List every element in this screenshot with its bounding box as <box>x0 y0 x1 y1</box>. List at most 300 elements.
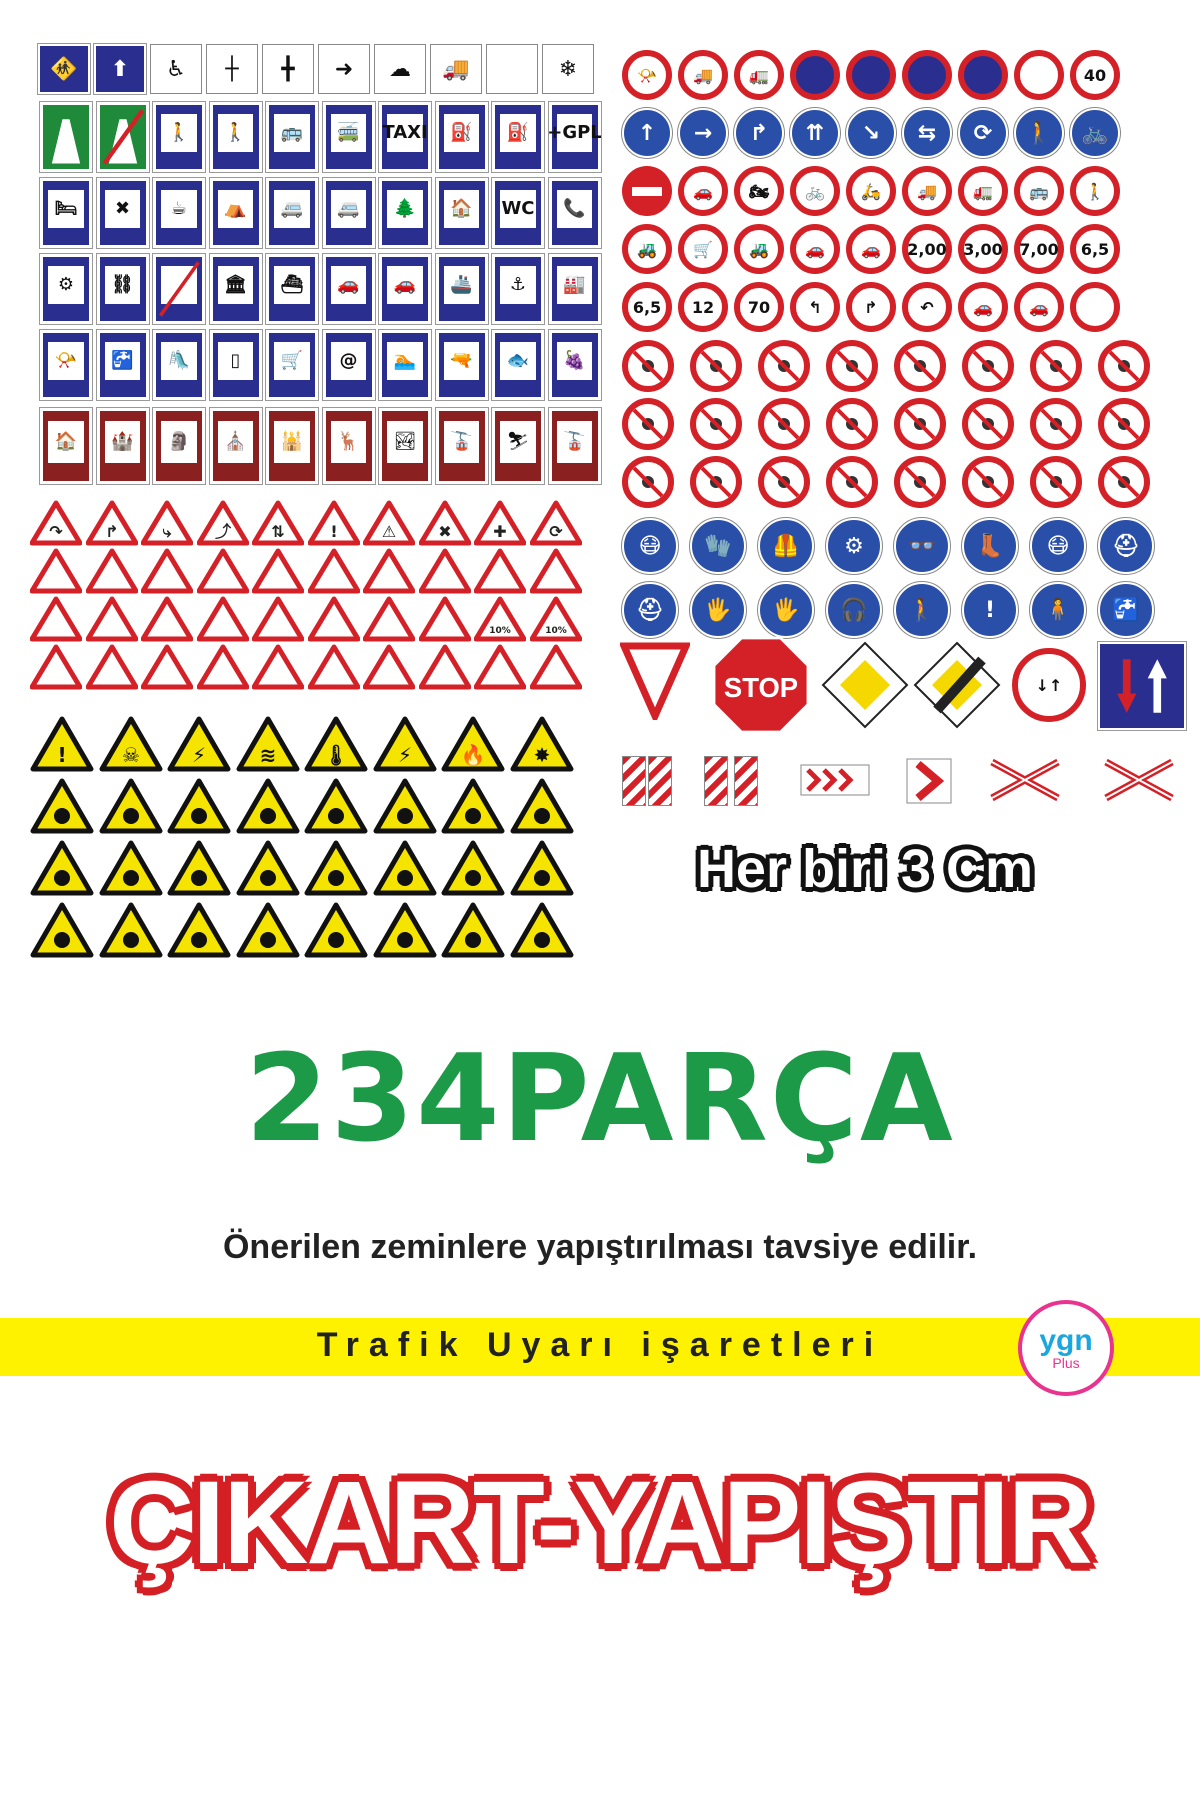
prohibition-sign <box>622 456 674 508</box>
slash-icon <box>1036 346 1076 386</box>
sign-symbol: 🏠 <box>48 421 84 463</box>
regulatory-sign <box>958 50 1008 100</box>
svg-text:🔥: 🔥 <box>460 743 486 767</box>
slash-icon <box>832 346 872 386</box>
hazard-triangle-sign <box>441 778 505 834</box>
slash-icon <box>1036 404 1076 444</box>
warning-triangle-sign <box>197 596 249 642</box>
service-sign <box>436 178 488 248</box>
service-sign <box>549 330 601 400</box>
svg-text:10%: 10% <box>489 626 511 636</box>
svg-text:⚡: ⚡ <box>397 743 412 767</box>
sign-symbol: 🛒 <box>274 342 310 380</box>
sign-symbol: 🔫 <box>444 342 480 380</box>
warning-triangle-sign <box>308 596 360 642</box>
sign-symbol: ⚓ <box>500 266 536 304</box>
warning-triangle-sign <box>419 644 471 690</box>
mandatory-sign: ↱ <box>734 108 784 158</box>
regulatory-sign: 📯 <box>622 50 672 100</box>
hazard-triangle-sign <box>167 716 231 772</box>
slash-icon <box>1104 462 1144 502</box>
service-sign <box>323 102 375 172</box>
hazard-triangle-sign <box>510 902 574 958</box>
sign-symbol: ⛓ <box>105 266 141 304</box>
hazard-triangle-sign <box>510 840 574 896</box>
hazard-triangle-sign <box>99 840 163 896</box>
info-sign: ╋ <box>262 44 314 94</box>
regulatory-sign: 7,00 <box>1014 224 1064 274</box>
sign-symbol: ☕ <box>161 190 197 228</box>
ppe-sign: 😷 <box>1030 518 1086 574</box>
ppe-sign: ⚙ <box>826 518 882 574</box>
hazard-marker <box>704 756 728 806</box>
svg-text:!: ! <box>57 743 67 767</box>
hazard-triangle-sign <box>236 716 300 772</box>
hazard-triangle-sign <box>236 840 300 896</box>
motorway-sign <box>97 102 149 172</box>
prohibition-sign <box>622 340 674 392</box>
svg-text:⚡: ⚡ <box>191 743 207 767</box>
sign-symbol: ✖ <box>105 190 141 228</box>
warning-triangle-sign <box>474 644 526 690</box>
svg-text:!: ! <box>329 522 338 541</box>
sign-symbol: 🏭 <box>557 266 593 304</box>
svg-text:⤴: ⤴ <box>214 522 231 541</box>
hazard-triangle-sign <box>304 840 368 896</box>
sign-symbol: 🗿 <box>161 421 197 463</box>
hazard-triangle-sign <box>510 778 574 834</box>
mandatory-sign: ⇈ <box>790 108 840 158</box>
slash-icon <box>696 462 736 502</box>
mandatory-sign: 🚲 <box>1070 108 1120 158</box>
no-overtaking-sign: ↓↑ <box>1012 648 1086 722</box>
service-sign <box>379 330 431 400</box>
regulatory-sign: ↰ <box>790 282 840 332</box>
warning-triangle-sign <box>30 644 82 690</box>
svg-text:🌡: 🌡 <box>323 743 349 767</box>
slash-icon <box>900 404 940 444</box>
regulatory-sign <box>790 50 840 100</box>
hazard-triangle-sign <box>167 902 231 958</box>
tourist-sign <box>549 408 601 484</box>
sign-symbol: 🚐 <box>274 190 310 228</box>
slash-icon <box>832 404 872 444</box>
svg-text:↷: ↷ <box>49 522 63 541</box>
ppe-sign: 👓 <box>894 518 950 574</box>
regulatory-sign: 2,00 <box>902 224 952 274</box>
sign-symbol: ⛽ <box>444 114 480 152</box>
svg-text:≋: ≋ <box>259 743 276 767</box>
service-sign <box>266 330 318 400</box>
slash-icon <box>764 462 804 502</box>
ppe-sign: ⛑ <box>1098 518 1154 574</box>
warning-triangle-sign <box>30 500 82 546</box>
regulatory-sign: 🚗 <box>846 224 896 274</box>
stop-sign <box>712 636 810 734</box>
svg-text:10%: 10% <box>544 626 567 636</box>
warning-triangle-sign <box>86 500 138 546</box>
service-sign <box>266 254 318 324</box>
service-sign <box>210 102 262 172</box>
service-sign <box>153 102 205 172</box>
sign-symbol: +GPL <box>557 114 593 152</box>
warning-triangle-sign <box>363 500 415 546</box>
warning-triangle-sign <box>86 596 138 642</box>
prohibition-sign <box>826 340 878 392</box>
sign-symbol: 🚶 <box>218 114 254 152</box>
mandatory-sign: ⟳ <box>958 108 1008 158</box>
regulatory-sign: 🚌 <box>1014 166 1064 216</box>
sign-symbol: 🦌 <box>331 421 367 463</box>
service-sign <box>153 330 205 400</box>
warning-triangle-sign <box>308 644 360 690</box>
sign-symbol: 🏊 <box>387 342 423 380</box>
hazard-triangle-sign <box>304 902 368 958</box>
regulatory-sign: 🚗 <box>958 282 1008 332</box>
service-sign <box>40 178 92 248</box>
info-sign: ❄ <box>542 44 594 94</box>
warning-triangle-sign <box>30 548 82 594</box>
svg-text:STOP: STOP <box>723 671 799 703</box>
ppe-sign: 🧍 <box>1030 582 1086 638</box>
hazard-triangle-sign <box>30 716 94 772</box>
sign-symbol: 🚌 <box>274 114 310 152</box>
svg-text:✖: ✖ <box>437 522 452 541</box>
ppe-sign: 🚰 <box>1098 582 1154 638</box>
hazard-triangle-sign <box>510 716 574 772</box>
mandatory-sign: ⇆ <box>902 108 952 158</box>
hazard-triangle-sign <box>236 778 300 834</box>
info-sign: ☁ <box>374 44 426 94</box>
svg-text:⇅: ⇅ <box>271 522 285 541</box>
tourist-sign <box>436 408 488 484</box>
slash-icon <box>628 346 668 386</box>
prohibition-sign <box>690 398 742 450</box>
warning-triangle-sign <box>474 500 526 546</box>
sign-symbol: 🚡 <box>557 421 593 463</box>
warning-triangle-sign <box>530 548 582 594</box>
service-sign <box>97 330 149 400</box>
logo-wordmark: ygn <box>1039 1324 1093 1357</box>
warning-triangle-sign <box>141 500 193 546</box>
info-sign <box>486 44 538 94</box>
warning-triangle-sign <box>252 500 304 546</box>
sign-symbol: 🚐 <box>331 190 367 228</box>
svg-text:☠: ☠ <box>121 743 140 767</box>
hazard-triangle-sign <box>30 778 94 834</box>
slash-icon <box>968 404 1008 444</box>
prohibition-sign <box>1030 456 1082 508</box>
regulatory-sign: 🚜 <box>622 224 672 274</box>
prohibition-sign <box>894 456 946 508</box>
slash-icon <box>900 346 940 386</box>
warning-triangle-sign <box>141 548 193 594</box>
sign-symbol: ⛷ <box>500 421 536 463</box>
regulatory-sign: 🛵 <box>846 166 896 216</box>
slash-icon <box>628 404 668 444</box>
service-sign <box>492 102 544 172</box>
hazard-marker <box>648 756 672 806</box>
svg-text:⤷: ⤷ <box>162 522 172 541</box>
tourist-sign <box>323 408 375 484</box>
warning-triangle-sign <box>530 500 582 546</box>
service-sign <box>436 254 488 324</box>
motorway-icon <box>43 106 89 168</box>
regulatory-sign: 6,5 <box>1070 224 1120 274</box>
warning-triangle-sign <box>530 644 582 690</box>
sign-symbol: 🏞 <box>387 421 423 463</box>
service-sign <box>379 102 431 172</box>
advice-text: Önerilen zeminlere yapıştırılması tavsiye edilir. <box>222 1228 978 1266</box>
regulatory-sign: 🚗 <box>1014 282 1064 332</box>
regulatory-sign: ↶ <box>902 282 952 332</box>
warning-triangle-sign <box>474 548 526 594</box>
product-title: ÇIKART-YAPIŞTIR <box>109 1457 1091 1589</box>
hazard-triangle-sign <box>167 840 231 896</box>
service-sign <box>40 254 92 324</box>
warning-triangle-sign <box>363 548 415 594</box>
sign-symbol: 🚢 <box>444 266 480 304</box>
slash-icon <box>628 462 668 502</box>
hazard-triangle-sign <box>99 778 163 834</box>
sign-symbol: 🚰 <box>105 342 141 380</box>
svg-text:✚: ✚ <box>493 522 507 541</box>
slash-icon <box>1036 462 1076 502</box>
sign-symbol: 🛝 <box>161 342 197 380</box>
prohibition-sign <box>826 456 878 508</box>
prohibition-sign <box>962 456 1014 508</box>
ppe-sign: 🦺 <box>758 518 814 574</box>
service-sign <box>492 254 544 324</box>
service-sign <box>97 254 149 324</box>
service-sign <box>153 254 205 324</box>
service-sign <box>210 178 262 248</box>
hazard-triangle-sign <box>167 778 231 834</box>
prohibition-sign <box>690 456 742 508</box>
svg-text:✸: ✸ <box>533 743 550 767</box>
ppe-sign: ! <box>962 582 1018 638</box>
sign-symbol: TAXI <box>387 114 423 152</box>
regulatory-sign <box>1070 282 1120 332</box>
warning-triangle-sign <box>252 548 304 594</box>
sign-symbol: 🚶 <box>161 114 197 152</box>
service-sign <box>40 330 92 400</box>
slash-icon <box>968 462 1008 502</box>
hazard-triangle-sign <box>99 716 163 772</box>
regulatory-sign: 🚚 <box>902 166 952 216</box>
regulatory-sign: 🚛 <box>958 166 1008 216</box>
hazard-marker <box>734 756 758 806</box>
prohibition-sign <box>1030 340 1082 392</box>
regulatory-sign: 🚗 <box>678 166 728 216</box>
regulatory-sign <box>902 50 952 100</box>
sign-symbol: ⚙ <box>48 266 84 304</box>
logo-sub: Plus <box>1052 1355 1080 1371</box>
warning-triangle-sign <box>197 500 249 546</box>
warning-triangle-sign <box>308 500 360 546</box>
slash-icon <box>696 346 736 386</box>
tourist-sign <box>266 408 318 484</box>
service-sign <box>549 178 601 248</box>
info-sign: ➜ <box>318 44 370 94</box>
ppe-sign: 🖐 <box>690 582 746 638</box>
prohibition-sign <box>962 398 1014 450</box>
prohibition-sign <box>622 398 674 450</box>
prohibition-sign <box>1030 398 1082 450</box>
tourist-sign <box>40 408 92 484</box>
hazard-triangle-sign <box>99 902 163 958</box>
service-sign <box>492 178 544 248</box>
service-sign <box>153 178 205 248</box>
sign-symbol: 🏠 <box>444 190 480 228</box>
hazard-triangle-sign <box>304 716 368 772</box>
strike-icon <box>156 257 202 321</box>
regulatory-sign: 40 <box>1070 50 1120 100</box>
slash-icon <box>764 404 804 444</box>
regulatory-sign: 🏍 <box>734 166 784 216</box>
regulatory-sign: 70 <box>734 282 784 332</box>
regulatory-sign: 🚚 <box>678 50 728 100</box>
regulatory-sign: 6,5 <box>622 282 672 332</box>
hazard-triangle-sign <box>373 778 437 834</box>
sign-symbol: 🍇 <box>557 342 593 380</box>
ppe-sign: 😷 <box>622 518 678 574</box>
prohibition-sign <box>1098 340 1150 392</box>
category-label: Trafik Uyarı işaretleri <box>316 1326 884 1364</box>
warning-triangle-sign <box>363 596 415 642</box>
regulatory-sign: 🛒 <box>678 224 728 274</box>
end-priority-road-sign <box>912 640 1002 730</box>
slash-icon <box>1104 346 1144 386</box>
warning-triangle-sign <box>530 596 582 642</box>
prohibition-sign <box>962 340 1014 392</box>
give-way-sign <box>620 640 690 720</box>
regulatory-sign <box>846 50 896 100</box>
sign-symbol: 🌲 <box>387 190 423 228</box>
tourist-sign <box>379 408 431 484</box>
service-sign <box>492 330 544 400</box>
warning-triangle-sign <box>419 596 471 642</box>
sign-symbol: 🏰 <box>105 421 141 463</box>
prohibition-sign <box>894 340 946 392</box>
chevron-board <box>800 764 870 796</box>
sign-symbol: ⛴ <box>274 266 310 304</box>
prohibition-sign <box>1098 456 1150 508</box>
info-sign: ┼ <box>206 44 258 94</box>
info-sign: ⬆ <box>94 44 146 94</box>
svg-text:⟳: ⟳ <box>548 522 563 541</box>
mandatory-sign: ↘ <box>846 108 896 158</box>
sign-symbol: 📯 <box>48 342 84 380</box>
motorway-sign <box>40 102 92 172</box>
slash-icon <box>1104 404 1144 444</box>
tourist-sign <box>97 408 149 484</box>
ppe-sign: ⛑ <box>622 582 678 638</box>
service-sign <box>323 254 375 324</box>
hazard-triangle-sign <box>373 902 437 958</box>
tourist-sign <box>492 408 544 484</box>
level-crossing-sign <box>1102 758 1176 802</box>
prohibition-sign <box>758 340 810 392</box>
hazard-triangle-sign <box>304 778 368 834</box>
service-sign <box>323 178 375 248</box>
priority-road-sign <box>820 640 910 730</box>
service-sign <box>266 178 318 248</box>
warning-triangle-sign <box>419 548 471 594</box>
warning-triangle-sign <box>252 644 304 690</box>
ppe-sign: 🖐 <box>758 582 814 638</box>
warning-triangle-sign <box>197 548 249 594</box>
info-sign: 🚚 <box>430 44 482 94</box>
prohibition-sign <box>758 398 810 450</box>
svg-text:↱: ↱ <box>104 522 119 541</box>
hazard-triangle-sign <box>30 840 94 896</box>
sign-symbol: 🕌 <box>274 421 310 463</box>
sign-symbol: ⛪ <box>218 421 254 463</box>
service-sign <box>379 254 431 324</box>
slash-icon <box>968 346 1008 386</box>
ppe-sign: 🚶 <box>894 582 950 638</box>
brand-logo <box>1018 1300 1114 1396</box>
service-sign <box>323 330 375 400</box>
ppe-sign: 👢 <box>962 518 1018 574</box>
regulatory-sign: 12 <box>678 282 728 332</box>
prohibition-sign <box>758 456 810 508</box>
ppe-sign: 🎧 <box>826 582 882 638</box>
service-sign <box>379 178 431 248</box>
slash-icon <box>900 462 940 502</box>
hazard-triangle-sign <box>236 902 300 958</box>
chevron-board <box>906 758 952 804</box>
svg-text:⚠: ⚠ <box>381 522 397 541</box>
regulatory-sign <box>1014 50 1064 100</box>
regulatory-sign: 🚶 <box>1070 166 1120 216</box>
sign-symbol: ⛽ <box>500 114 536 152</box>
warning-triangle-sign <box>30 596 82 642</box>
service-sign <box>436 102 488 172</box>
mandatory-sign: → <box>678 108 728 158</box>
sign-symbol: @ <box>331 342 367 380</box>
no-entry-sign <box>622 166 672 216</box>
piece-count-headline: 234PARÇA <box>245 1030 955 1169</box>
service-sign <box>436 330 488 400</box>
sign-symbol: 🛏 <box>48 190 84 228</box>
priority-arrows-icon <box>1100 644 1184 728</box>
hazard-marker <box>622 756 646 806</box>
warning-triangle-sign <box>86 548 138 594</box>
warning-triangle-sign <box>308 548 360 594</box>
sign-symbol: WC <box>500 190 536 228</box>
warning-triangle-sign <box>86 644 138 690</box>
service-sign <box>549 254 601 324</box>
info-sign: ♿ <box>150 44 202 94</box>
tourist-sign <box>210 408 262 484</box>
regulatory-sign: 🚗 <box>790 224 840 274</box>
sign-symbol: ▯ <box>218 342 254 380</box>
regulatory-sign: 🚛 <box>734 50 784 100</box>
sign-symbol: 🚗 <box>331 266 367 304</box>
info-sign: 🚸 <box>38 44 90 94</box>
slash-icon <box>696 404 736 444</box>
slash-icon <box>764 346 804 386</box>
warning-triangle-sign <box>141 596 193 642</box>
warning-triangle-sign <box>363 644 415 690</box>
warning-triangle-sign <box>474 596 526 642</box>
size-note: Her biri 3 Cm <box>696 839 1034 899</box>
sign-symbol: ⛺ <box>218 190 254 228</box>
sign-symbol: 📞 <box>557 190 593 228</box>
hazard-triangle-sign <box>373 716 437 772</box>
